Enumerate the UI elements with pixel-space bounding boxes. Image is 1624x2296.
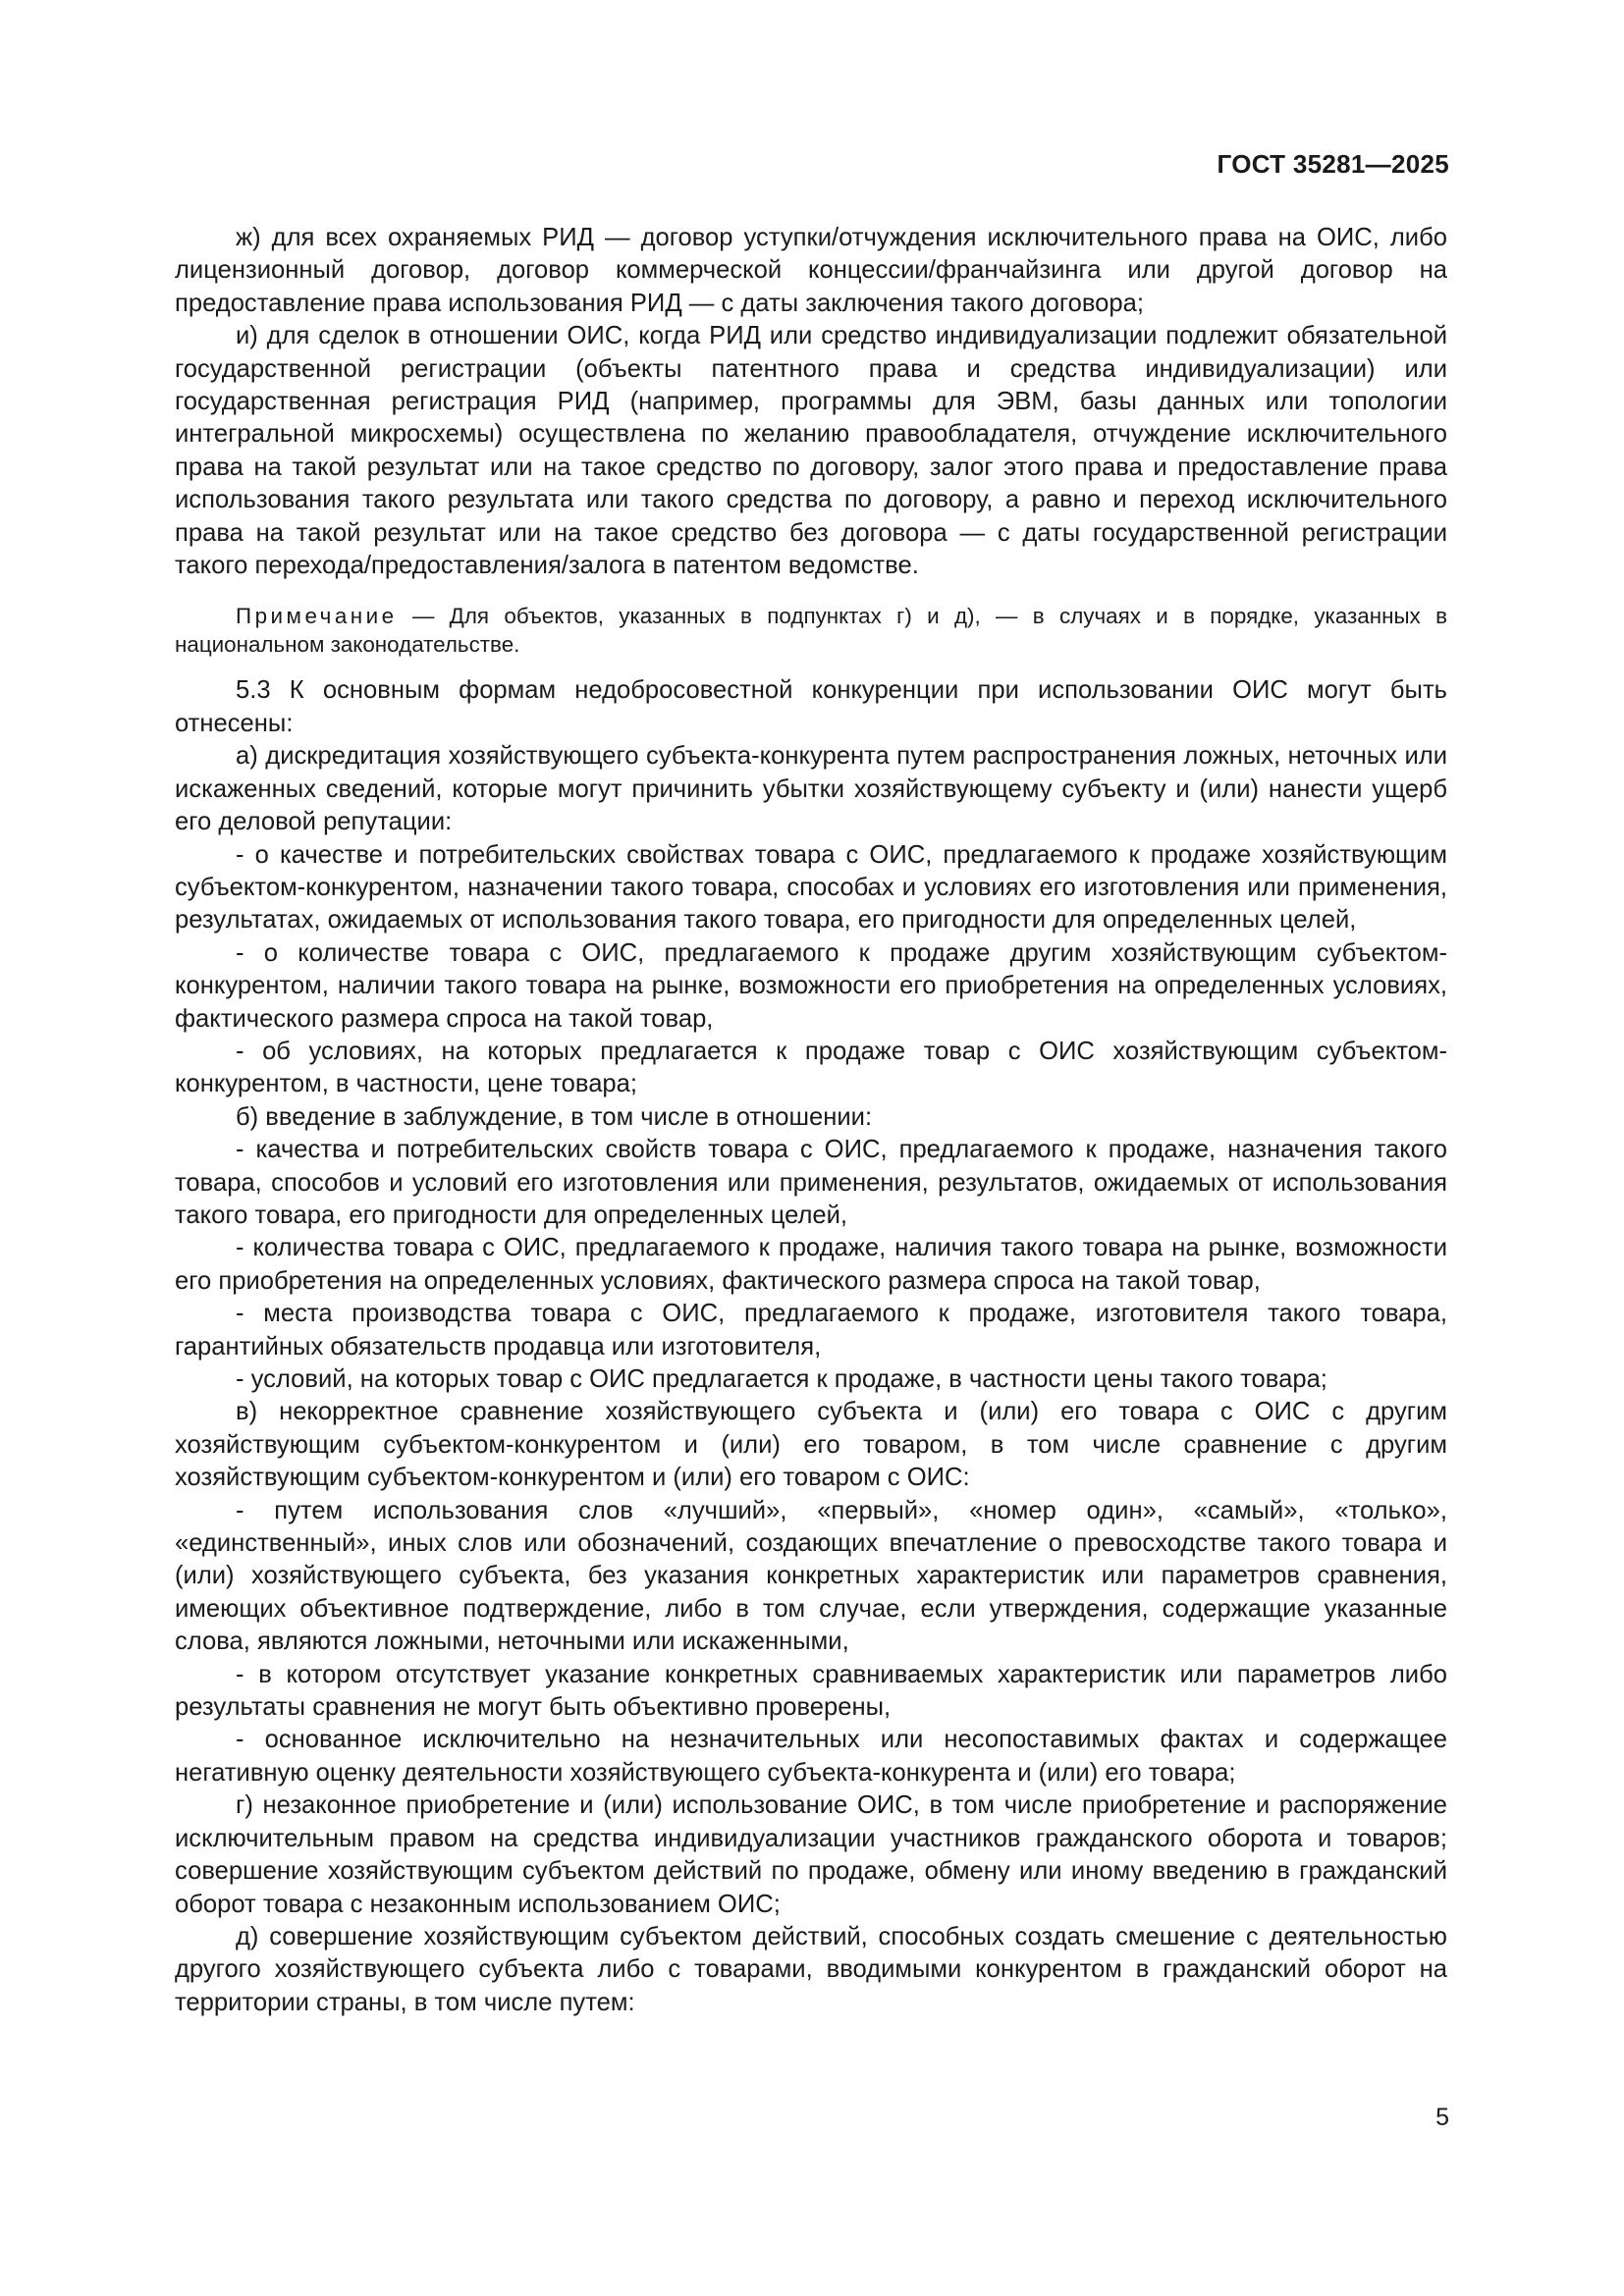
- document-header: ГОСТ 35281—2025: [1217, 149, 1449, 179]
- item-b-bullet-1: - качества и потребительских свойств товара с ОИС, предлагаемого к продаже, назначения такого товара, способов и условий его изготовления или применения, результатов, ожидаемых от использования такого товара, его пригодности для определенных целей,: [175, 1136, 1447, 1229]
- page-number: 5: [1435, 2104, 1449, 2131]
- item-b-bullet-2: - количества товара с ОИС, предлагаемого к продаже, наличия такого товара на рынке, возможности его приобретения на определенных условиях, фактического размера спроса на такой товар,: [175, 1234, 1447, 1295]
- item-v-bullet-2: - в котором отсутствует указание конкретных сравниваемых характеристик или параметров либо результаты сравнения не могут быть объективно проверены,: [175, 1660, 1447, 1722]
- section-5-3-intro: 5.3 К основным формам недобросовестной конкуренции при использовании ОИС могут быть отнесены:: [175, 676, 1447, 737]
- item-a-bullet-2: - о количестве товара с ОИС, предлагаемого к продаже другим хозяйствующим субъектом-конкурентом, наличии такого товара на рынке, возможности его приобретения на определенных условиях, фактического размера спроса на такой товар,: [175, 938, 1447, 1033]
- note-label: Примечание: [236, 604, 398, 629]
- item-v-bullet-1: - путем использования слов «лучший», «первый», «номер один», «самый», «только», «единственный», иных слов или обозначений, создающих впечатление о превосходстве такого товара и (или) хозяйствующего субъекта, без указания конкретных характеристик или параметров сравнения, имеющих объективное подтверждение, либо в том случае, если утверждения, содержащие указанные слова, являются ложными, неточными или искаженными,: [175, 1496, 1447, 1656]
- item-a: а) дискредитация хозяйствующего субъекта-конкурента путем распространения ложных, неточных или искаженных сведений, которые могут причинить убытки хозяйствующему субъекту и (или) нанести ущерб его деловой репутации:: [175, 742, 1447, 836]
- note-text: — Для объектов, указанных в подпунктах г) и д), — в случаях и в порядке, указанных в национальном законодательстве.: [175, 604, 1447, 658]
- item-a-bullet-3: - об условиях, на которых предлагается к продаже товар с ОИС хозяйствующим субъектом-конкурентом, в частности, цене товара;: [175, 1037, 1447, 1098]
- item-g: г) незаконное приобретение и (или) использование ОИС, в том числе приобретение и распоряжение исключительным правом на средства индивидуализации участников гражданского оборота и товаров; совершение хозяйствующим субъектом действий по продаже, обмену или иному введению в гражданский оборот товара с незаконным использованием ОИС;: [175, 1791, 1447, 1918]
- item-a-bullet-1: - о качестве и потребительских свойствах товара с ОИС, предлагаемого к продаже хозяйствующим субъектом-конкурентом, назначении такого товара, способах и условиях его изготовления или применения, результатах, ожидаемых от использования такого товара, его пригодности для определенных целей,: [175, 840, 1447, 934]
- paragraph-zh: ж) для всех охраняемых РИД — договор уступки/отчуждения исключительного права на ОИС, либо лицензионный договор, договор коммерческой концессии/франчайзинга или другой договор на предоставление права использования РИД — с даты заключения такого договора;: [175, 224, 1447, 317]
- item-v-bullet-3: - основанное исключительно на незначительных или несопоставимых фактах и содержащее негативную оценку деятельности хозяйствующего субъекта-конкурента и (или) его товара;: [175, 1726, 1447, 1787]
- item-v: в) некорректное сравнение хозяйствующего субъекта и (или) его товара с ОИС с другим хозяйствующим субъектом-конкурентом и (или) его товаром, в том числе сравнение с другим хозяйствующим субъектом-конкурентом и (или) его товаром с ОИС:: [175, 1398, 1447, 1492]
- item-b: б) введение в заблуждение, в том числе в отношении:: [236, 1102, 873, 1131]
- document-body: [175, 222, 1447, 2019]
- item-b-bullet-4: - условий, на которых товар с ОИС предлагается к продаже, в частности цены такого товара;: [236, 1365, 1327, 1393]
- item-b-bullet-3: - места производства товара с ОИС, предлагаемого к продаже, изготовителя такого товара, гарантийных обязательств продавца или изготовителя,: [175, 1300, 1447, 1361]
- note-block: [175, 602, 1447, 659]
- item-d: д) совершение хозяйствующим субъектом действий, способных создать смешение с деятельностью другого хозяйствующего субъекта либо с товарами, вводимыми конкурентом в гражданский оборот на территории страны, в том числе путем:: [175, 1922, 1447, 2016]
- paragraph-i: и) для сделок в отношении ОИС, когда РИД или средство индивидуализации подлежит обязательной государственной регистрации (объекты патентного права и средства индивидуализации) или государственная регистрация РИД (например, программы для ЭВМ, базы данных или топологии интегральной микросхемы) осуществлена по желанию правообладателя, отчуждение исключительного права на такой результат или на такое средство по договору, залог этого права и предоставление права использования такого результата или такого средства по договору, а равно и переход исключительного права на такой результат или на такое средство без договора — с даты государственной регистрации такого перехода/предоставления/залога в патентом ведомстве.: [175, 322, 1447, 580]
